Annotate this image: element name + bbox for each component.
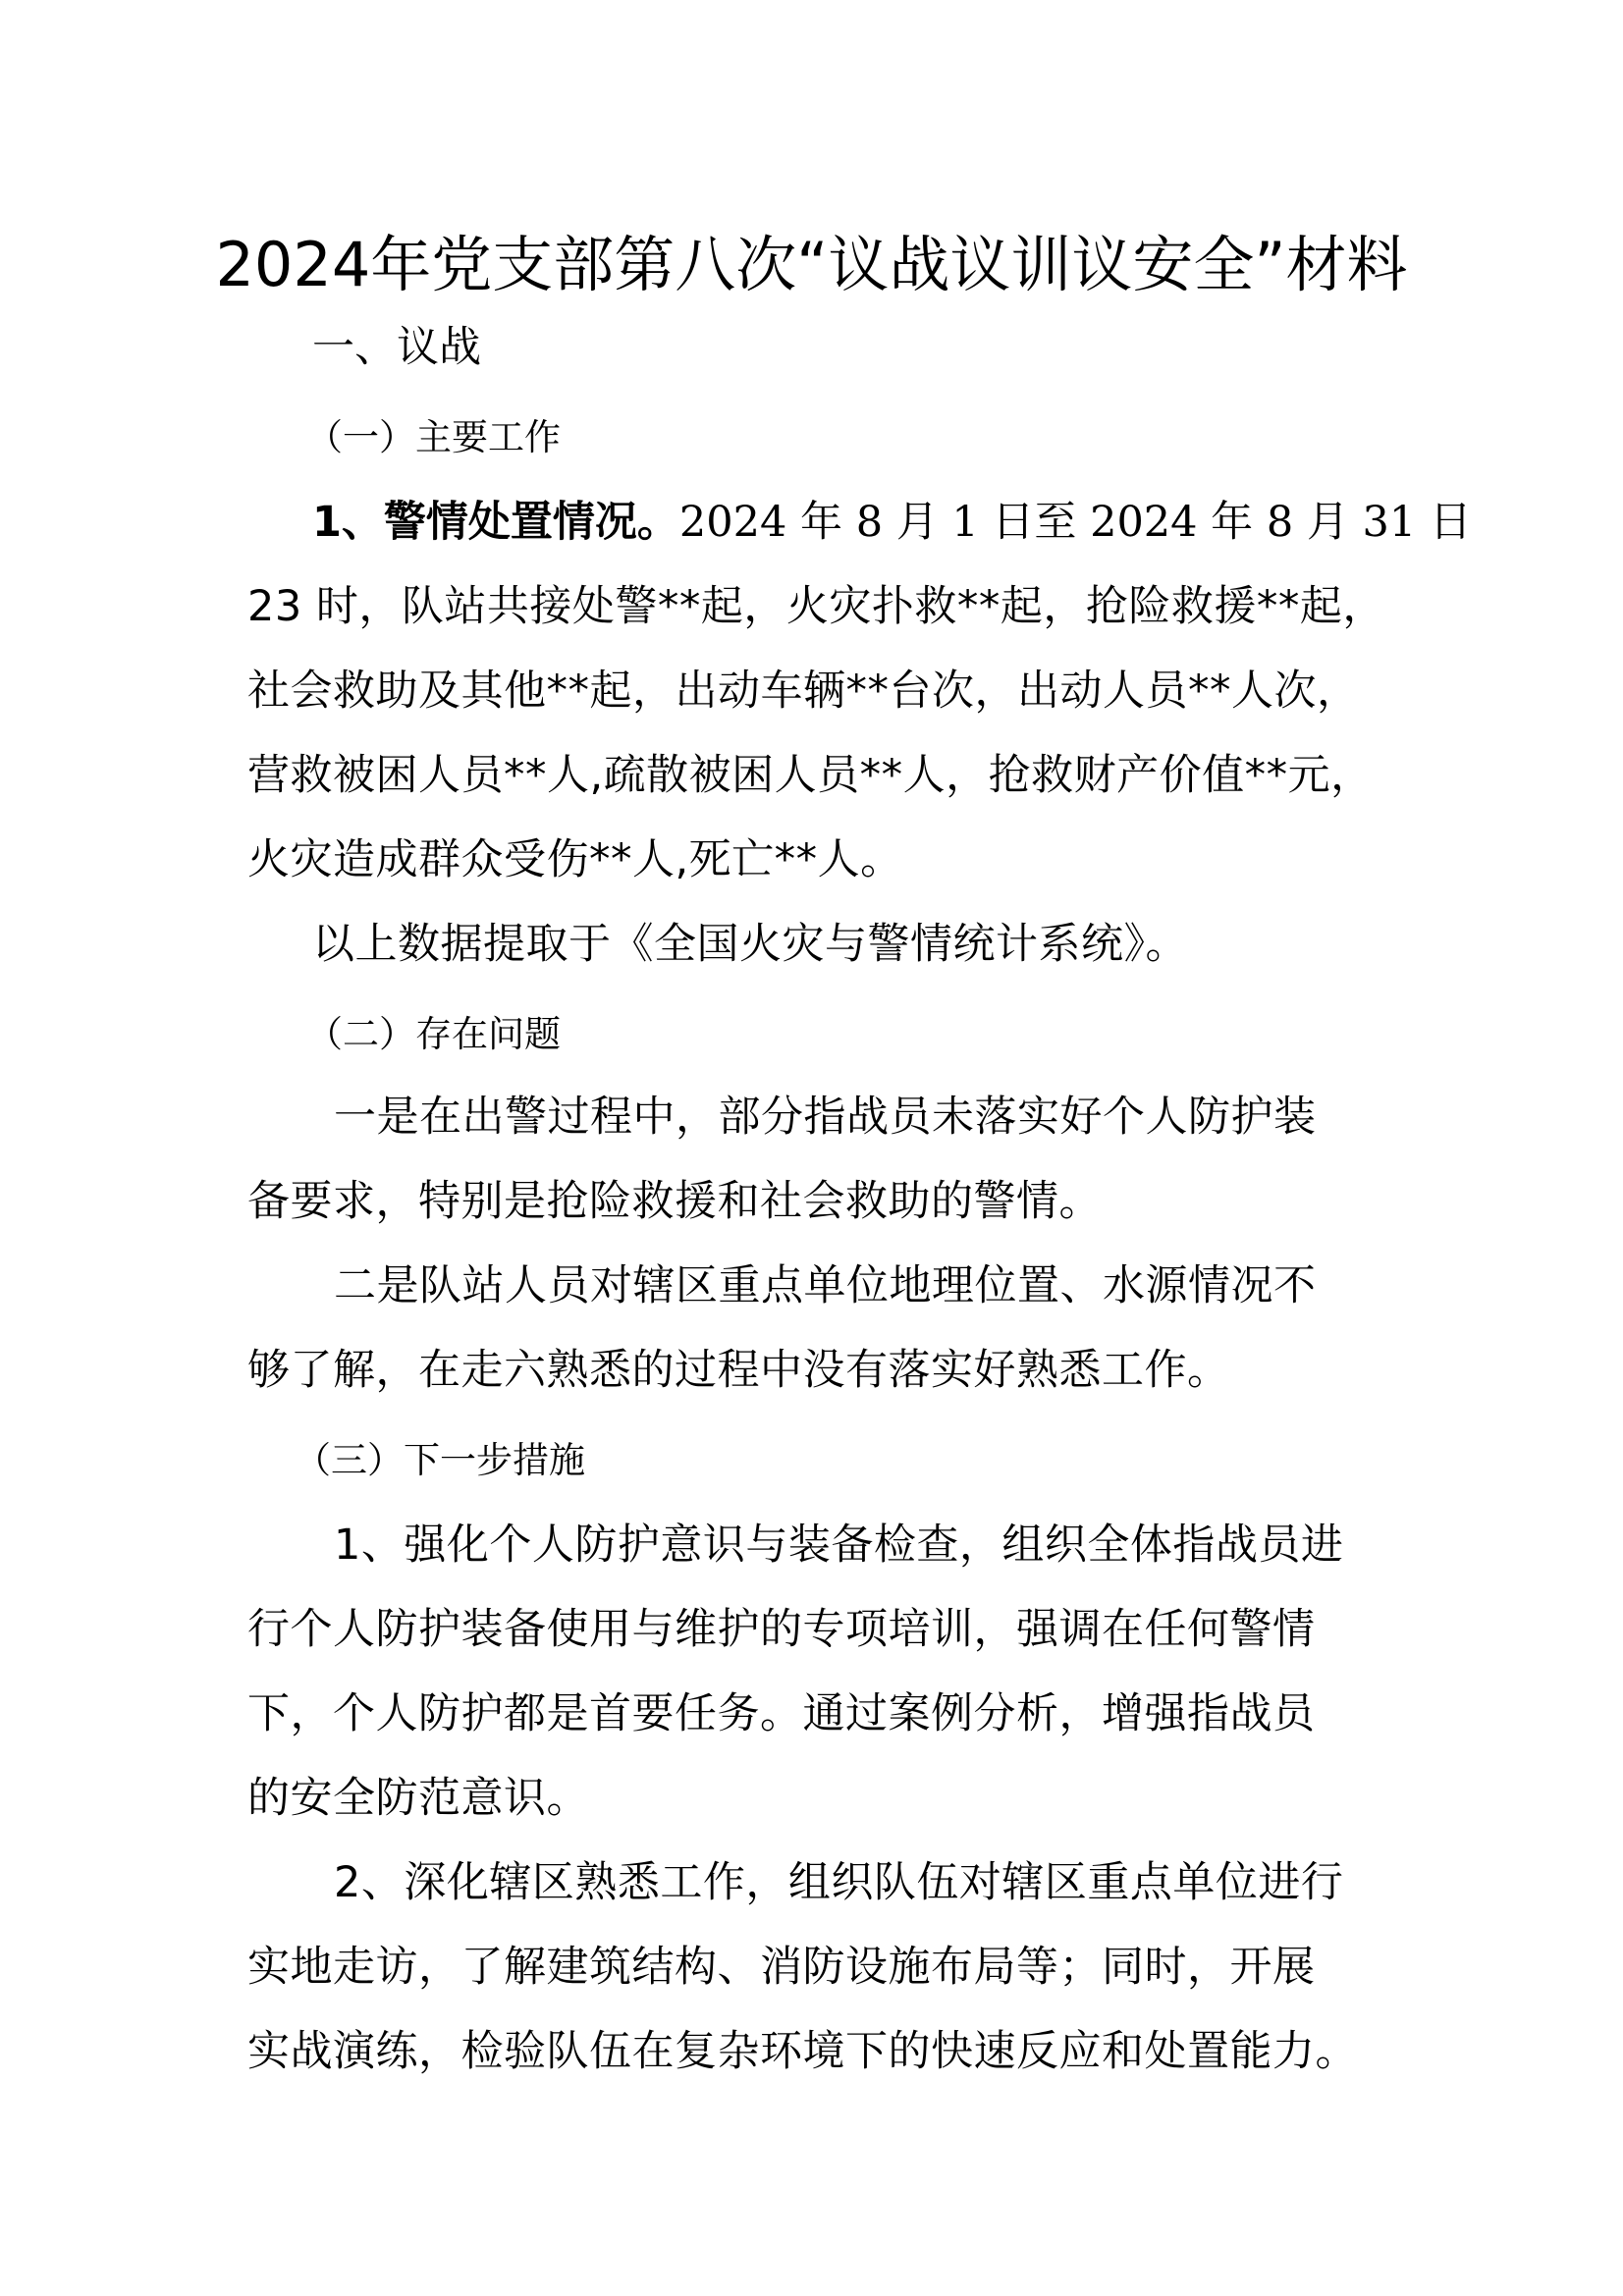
measure1-line-2: 行个人防护装备使用与维护的专项培训，强调在任何警情 [247, 1605, 1316, 1654]
problem1-line-1: 一是在出警过程中，部分指战员未落实好个人防护装 [334, 1093, 1317, 1142]
measure2-line-2: 实地走访，了解建筑结构、消防设施布局等；同时，开展 [247, 1943, 1316, 1992]
item1-line-5: 火灾造成群众受伤**人,死亡**人。 [247, 835, 903, 884]
item1-heading: 1、警情处置情况。 [312, 498, 679, 547]
section-heading-yizhan: 一、议战 [312, 323, 481, 372]
measure1-line-3: 下，个人防护都是首要任务。通过案例分析，增强指战员 [247, 1689, 1316, 1738]
measure2-line-1: 2、深化辖区熟悉工作，组织队伍对辖区重点单位进行 [334, 1858, 1344, 1907]
problem2-line-2: 够了解，在走六熟悉的过程中没有落实好熟悉工作。 [247, 1346, 1230, 1395]
measure2-line-3: 实战演练，检验队伍在复杂环境下的快速反应和处置能力。 [247, 2027, 1358, 2076]
item1-line-2: 23 时，队站共接处警**起，火灾扑救**起，抢险救援**起， [247, 582, 1385, 631]
item1-first-line [312, 493, 1472, 552]
measure1-line-1: 1、强化个人防护意识与装备检查，组织全体指战员进 [334, 1521, 1344, 1570]
item1-line-4: 营救被困人员**人,疏散被困人员**人，抢救财产价值**元， [247, 751, 1374, 800]
data-source-note: 以上数据提取于《全国火灾与警情统计系统》。 [312, 920, 1188, 969]
problem2-line-1: 二是队站人员对辖区重点单位地理位置、水源情况不 [334, 1261, 1317, 1310]
document-title: 2024年党支部第八次“议战议训议安全”材料 [215, 229, 1408, 300]
subsection-heading-main-work: （一）主要工作 [306, 416, 561, 458]
problem1-line-2: 备要求，特别是抢险救援和社会救助的警情。 [247, 1177, 1102, 1226]
item1-line-3: 社会救助及其他**起，出动车辆**台次，出动人员**人次， [247, 667, 1360, 716]
subsection-heading-next-steps: （三）下一步措施 [295, 1439, 585, 1481]
measure1-line-4: 的安全防范意识。 [247, 1774, 589, 1823]
item1-line-1: 2024 年 8 月 1 日至 2024 年 8 月 31 日 [678, 498, 1472, 547]
subsection-heading-problems: （二）存在问题 [306, 1013, 561, 1055]
